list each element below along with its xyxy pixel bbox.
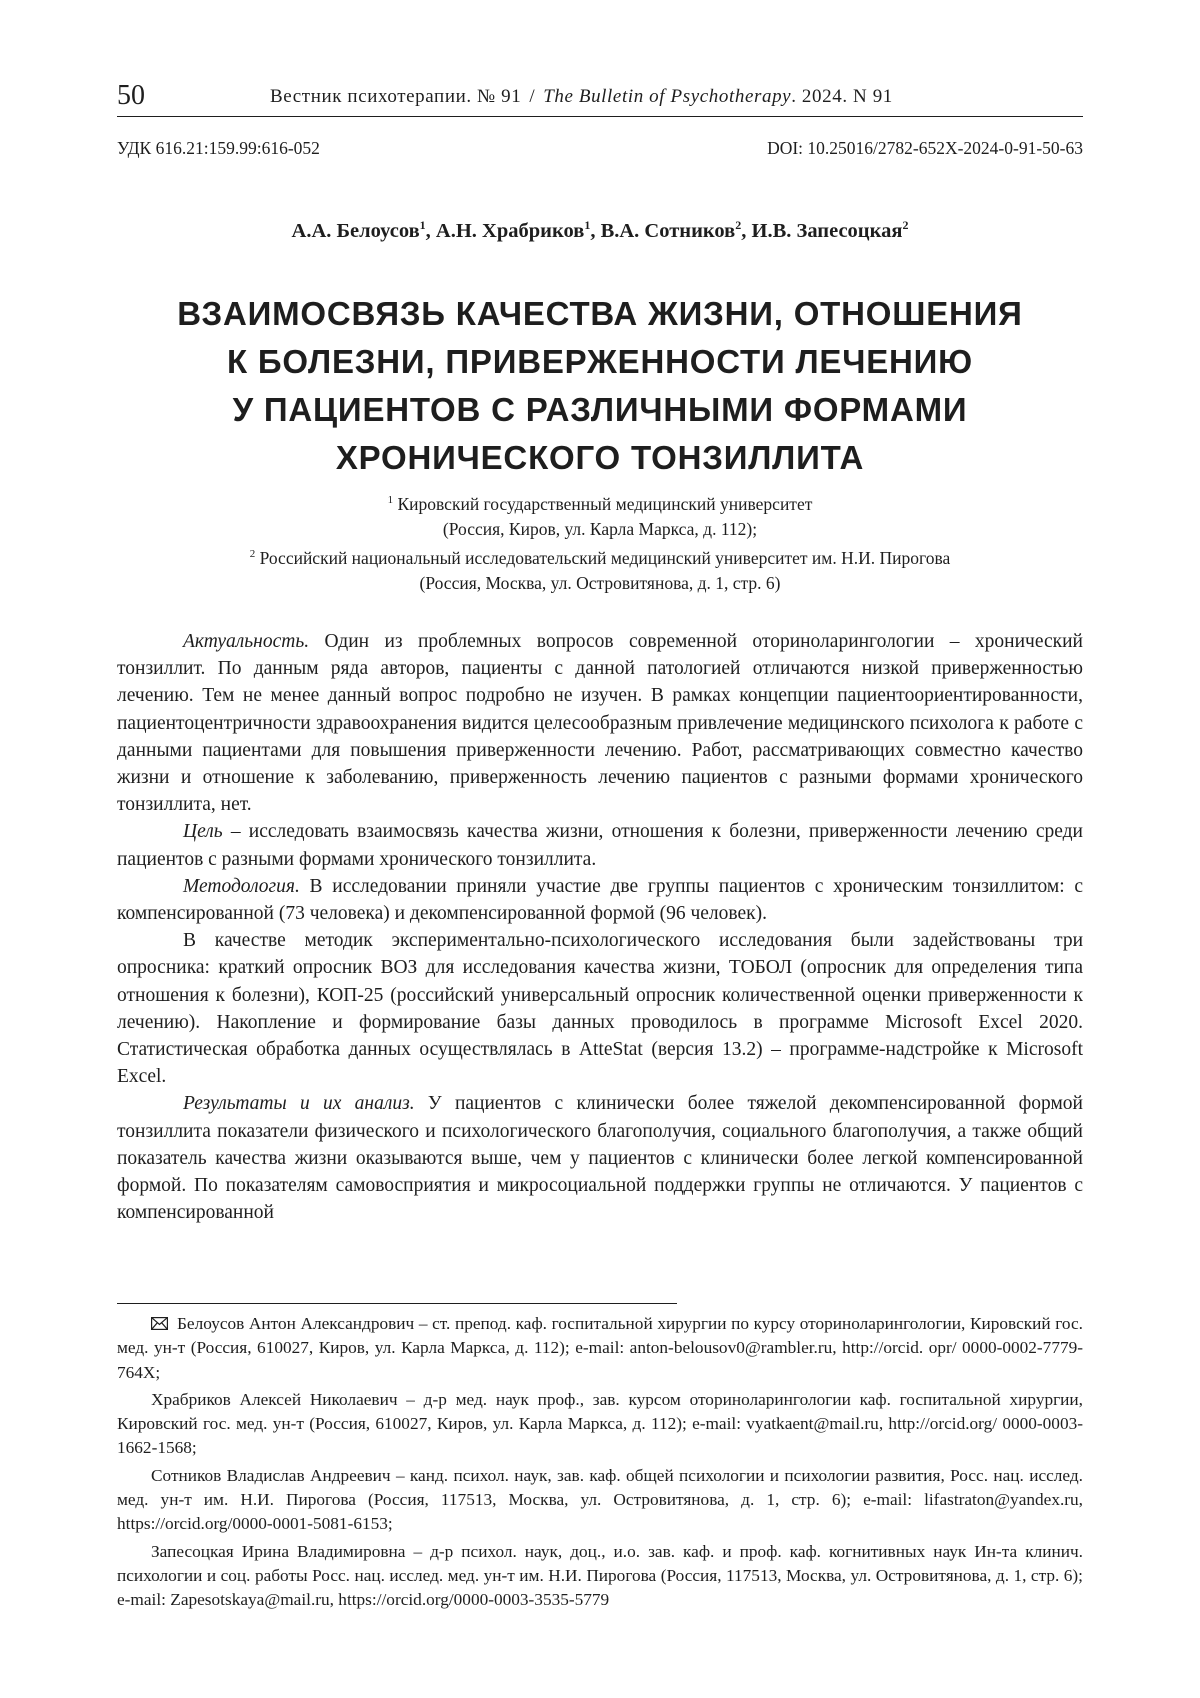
- footnote-text: Белоусов Антон Александрович – ст. препод. каф. госпитальной хирургии по курсу оториноларингологии, Кировский гос. мед. ун-т (Россия, 610027, Киров, ул. Карла Маркса, д. 112); e-mail: anton-belousov0@rambler.ru, http://orcid. opr/ 0000-0002-7779-764X;: [117, 1314, 1083, 1382]
- affiliation-address: (Россия, Москва, ул. Островитянова, д. 1, стр. 6): [419, 572, 781, 593]
- author-affiliation-mark: 1: [584, 218, 591, 232]
- author-list: [0, 218, 1200, 243]
- doi-link[interactable]: DOI: 10.25016/2782-652X-2024-0-91-50-63: [767, 138, 1083, 158]
- author-affiliation-mark: 2: [902, 218, 909, 232]
- page-number: 50: [117, 80, 145, 111]
- abstract-section-label: Методология.: [183, 875, 300, 897]
- abstract-section-label: Актуальность.: [183, 631, 310, 652]
- author-affiliation-mark: 2: [735, 218, 742, 232]
- journal-issue-en: . 2024. N 91: [791, 86, 893, 107]
- abstract-text: В качестве методик экспериментально-психологического исследования были задействованы три опросника: краткий опросник ВОЗ для исследования качества жизни, ТОБОЛ (опросник для определения типа отношения к болезни), КОП-25 (российский универсальный опросник количественной оценки приверженности к лечению). Накопление и формирование базы данных проводилось в программе Microsoft Excel 2020. Статистическая обработка данных осуществлялась в AtteStat (версия 13.2) – программе-надстройке к Microsoft Excel.: [117, 930, 1083, 1088]
- author-separator: ,: [741, 219, 752, 242]
- footnote-paragraph: [117, 1312, 1083, 1385]
- footnote-text: Сотников Владислав Андреевич – канд. психол. наук, зав. каф. общей психологии и психологии развития, Росс. нац. исслед. мед. ун-т им. Н.И. Пирогова (Россия, 117513, Москва, ул. Островитянова, д. 1, стр. 6); e-mail: lifastraton@yandex.ru, https://orcid.org/0000-0001-5081-6153;: [117, 1465, 1083, 1534]
- footnote-text: Запесоцкая Ирина Владимировна – д-р психол. наук, доц., и.о. зав. каф. и проф. каф. когнитивных наук Ин-та клинич. психологии и соц. работы Росс. нац. исслед. мед. ун-т им. Н.И. Пирогова (Россия, 117513, Москва, ул. Островитянова, д. 1, стр. 6); e-mail: Zapesotskaya@mail.ru, https://orcid.org/0000-0003-3535-5779: [117, 1541, 1083, 1610]
- abstract-section-label: Результаты и их анализ.: [183, 1093, 415, 1115]
- journal-title-en: The Bulletin of Psychotherapy: [543, 86, 792, 107]
- author-name: В.А. Сотников: [600, 219, 736, 242]
- abstract-text: В исследовании приняли участие две группы пациентов с хроническим тонзиллитом: с компенсированной (73 человека) и декомпенсированной формой (96 человек).: [117, 875, 1083, 925]
- abstract-paragraph: [117, 628, 1083, 818]
- abstract-paragraph: [117, 927, 1083, 1090]
- abstract-paragraph: [117, 1090, 1083, 1226]
- affiliation-number: 2: [249, 547, 256, 560]
- author-name: И.В. Запесоцкая: [751, 219, 903, 242]
- title-line: ХРОНИЧЕСКОГО ТОНЗИЛЛИТА: [335, 439, 865, 476]
- footnote-paragraph: [117, 1540, 1083, 1613]
- title-line: ВЗАИМОСВЯЗЬ КАЧЕСТВА ЖИЗНИ, ОТНОШЕНИЯ: [177, 295, 1023, 332]
- abstract-text: У пациентов с клинически более тяжелой декомпенсированной формой тонзиллита показатели физического и психологического благополучия, социального благополучия, а также общий показатель качества жизни оказываются выше, чем у пациентов с клинически более легкой компенсированной формой. По показателям самовосприятия и микросоциальной поддержки группы не отличаются. У пациентов с компенсированной: [117, 1093, 1083, 1224]
- running-head: [270, 86, 893, 108]
- journal-title-ru: Вестник психотерапии. № 91: [270, 86, 522, 107]
- title-line: К БОЛЕЗНИ, ПРИВЕРЖЕННОСТИ ЛЕЧЕНИЮ: [226, 343, 974, 380]
- author-footnotes: [117, 1312, 1083, 1616]
- affiliation-number: 1: [387, 494, 394, 506]
- affiliations: [0, 488, 1200, 596]
- affiliation-address: (Россия, Киров, ул. Карла Маркса, д. 112);: [442, 518, 758, 539]
- envelope-icon: [151, 1317, 168, 1330]
- udk-code: УДК 616.21:159.99:616-052: [117, 138, 320, 158]
- abstract-section-label: Цель: [183, 821, 223, 843]
- affiliation-name: Российский национальный исследовательский медицинский университет им. Н.И. Пирогова: [255, 547, 951, 568]
- affiliation-name: Кировский государственный медицинский университет: [393, 493, 813, 514]
- abstract-paragraph: [117, 873, 1083, 927]
- title-line: У ПАЦИЕНТОВ С РАЗЛИЧНЫМИ ФОРМАМИ: [232, 391, 968, 428]
- author-separator: ,: [425, 219, 436, 242]
- abstract-text: – исследовать взаимосвязь качества жизни, отношения к болезни, приверженности лечению среди пациентов с разными формами хронического тонзиллита.: [117, 821, 1083, 870]
- footnote-rule: [117, 1303, 677, 1304]
- footnote-paragraph: [117, 1388, 1083, 1461]
- author-separator: ,: [590, 219, 601, 242]
- affiliation-line: [0, 488, 1200, 517]
- footnote-text: Храбриков Алексей Николаевич – д-р мед. наук проф., зав. курсом оториноларингологии каф. госпитальной хирургии, Кировский гос. мед. ун-т (Россия, 610027, Киров, ул. Карла Маркса, д. 112); e-mail: vyatkaent@mail.ru, http://orcid.org/ 0000-0003-1662-1568;: [117, 1389, 1083, 1458]
- article-title: [150, 290, 1050, 482]
- header-rule: [117, 116, 1083, 117]
- abstract-paragraph: [117, 818, 1083, 872]
- abstract-text: Один из проблемных вопросов современной оториноларингологии – хронический тонзиллит. По данным ряда авторов, пациенты с данной патологией отличаются низкой приверженностью лечению. Тем не менее данный вопрос подробно не изучен. В рамках концепции пациентоориентированности, пациентоцентричности здравоохранения видится целесообразным привлечение медицинского психолога к работе с данными пациентами для повышения приверженности лечению. Работ, рассматривающих совместно качество жизни и отношение к заболеванию, приверженность лечению пациентов с разными формами хронического тонзиллита, нет.: [117, 631, 1083, 816]
- author-affiliation-mark: 1: [419, 218, 426, 232]
- author-name: А.Н. Храбриков: [435, 219, 585, 242]
- affiliation-line: [0, 542, 1200, 571]
- footnote-paragraph: [117, 1464, 1083, 1537]
- abstract: [117, 628, 1083, 1226]
- running-head-separator: /: [529, 86, 536, 107]
- author-name: А.А. Белоусов: [291, 219, 420, 242]
